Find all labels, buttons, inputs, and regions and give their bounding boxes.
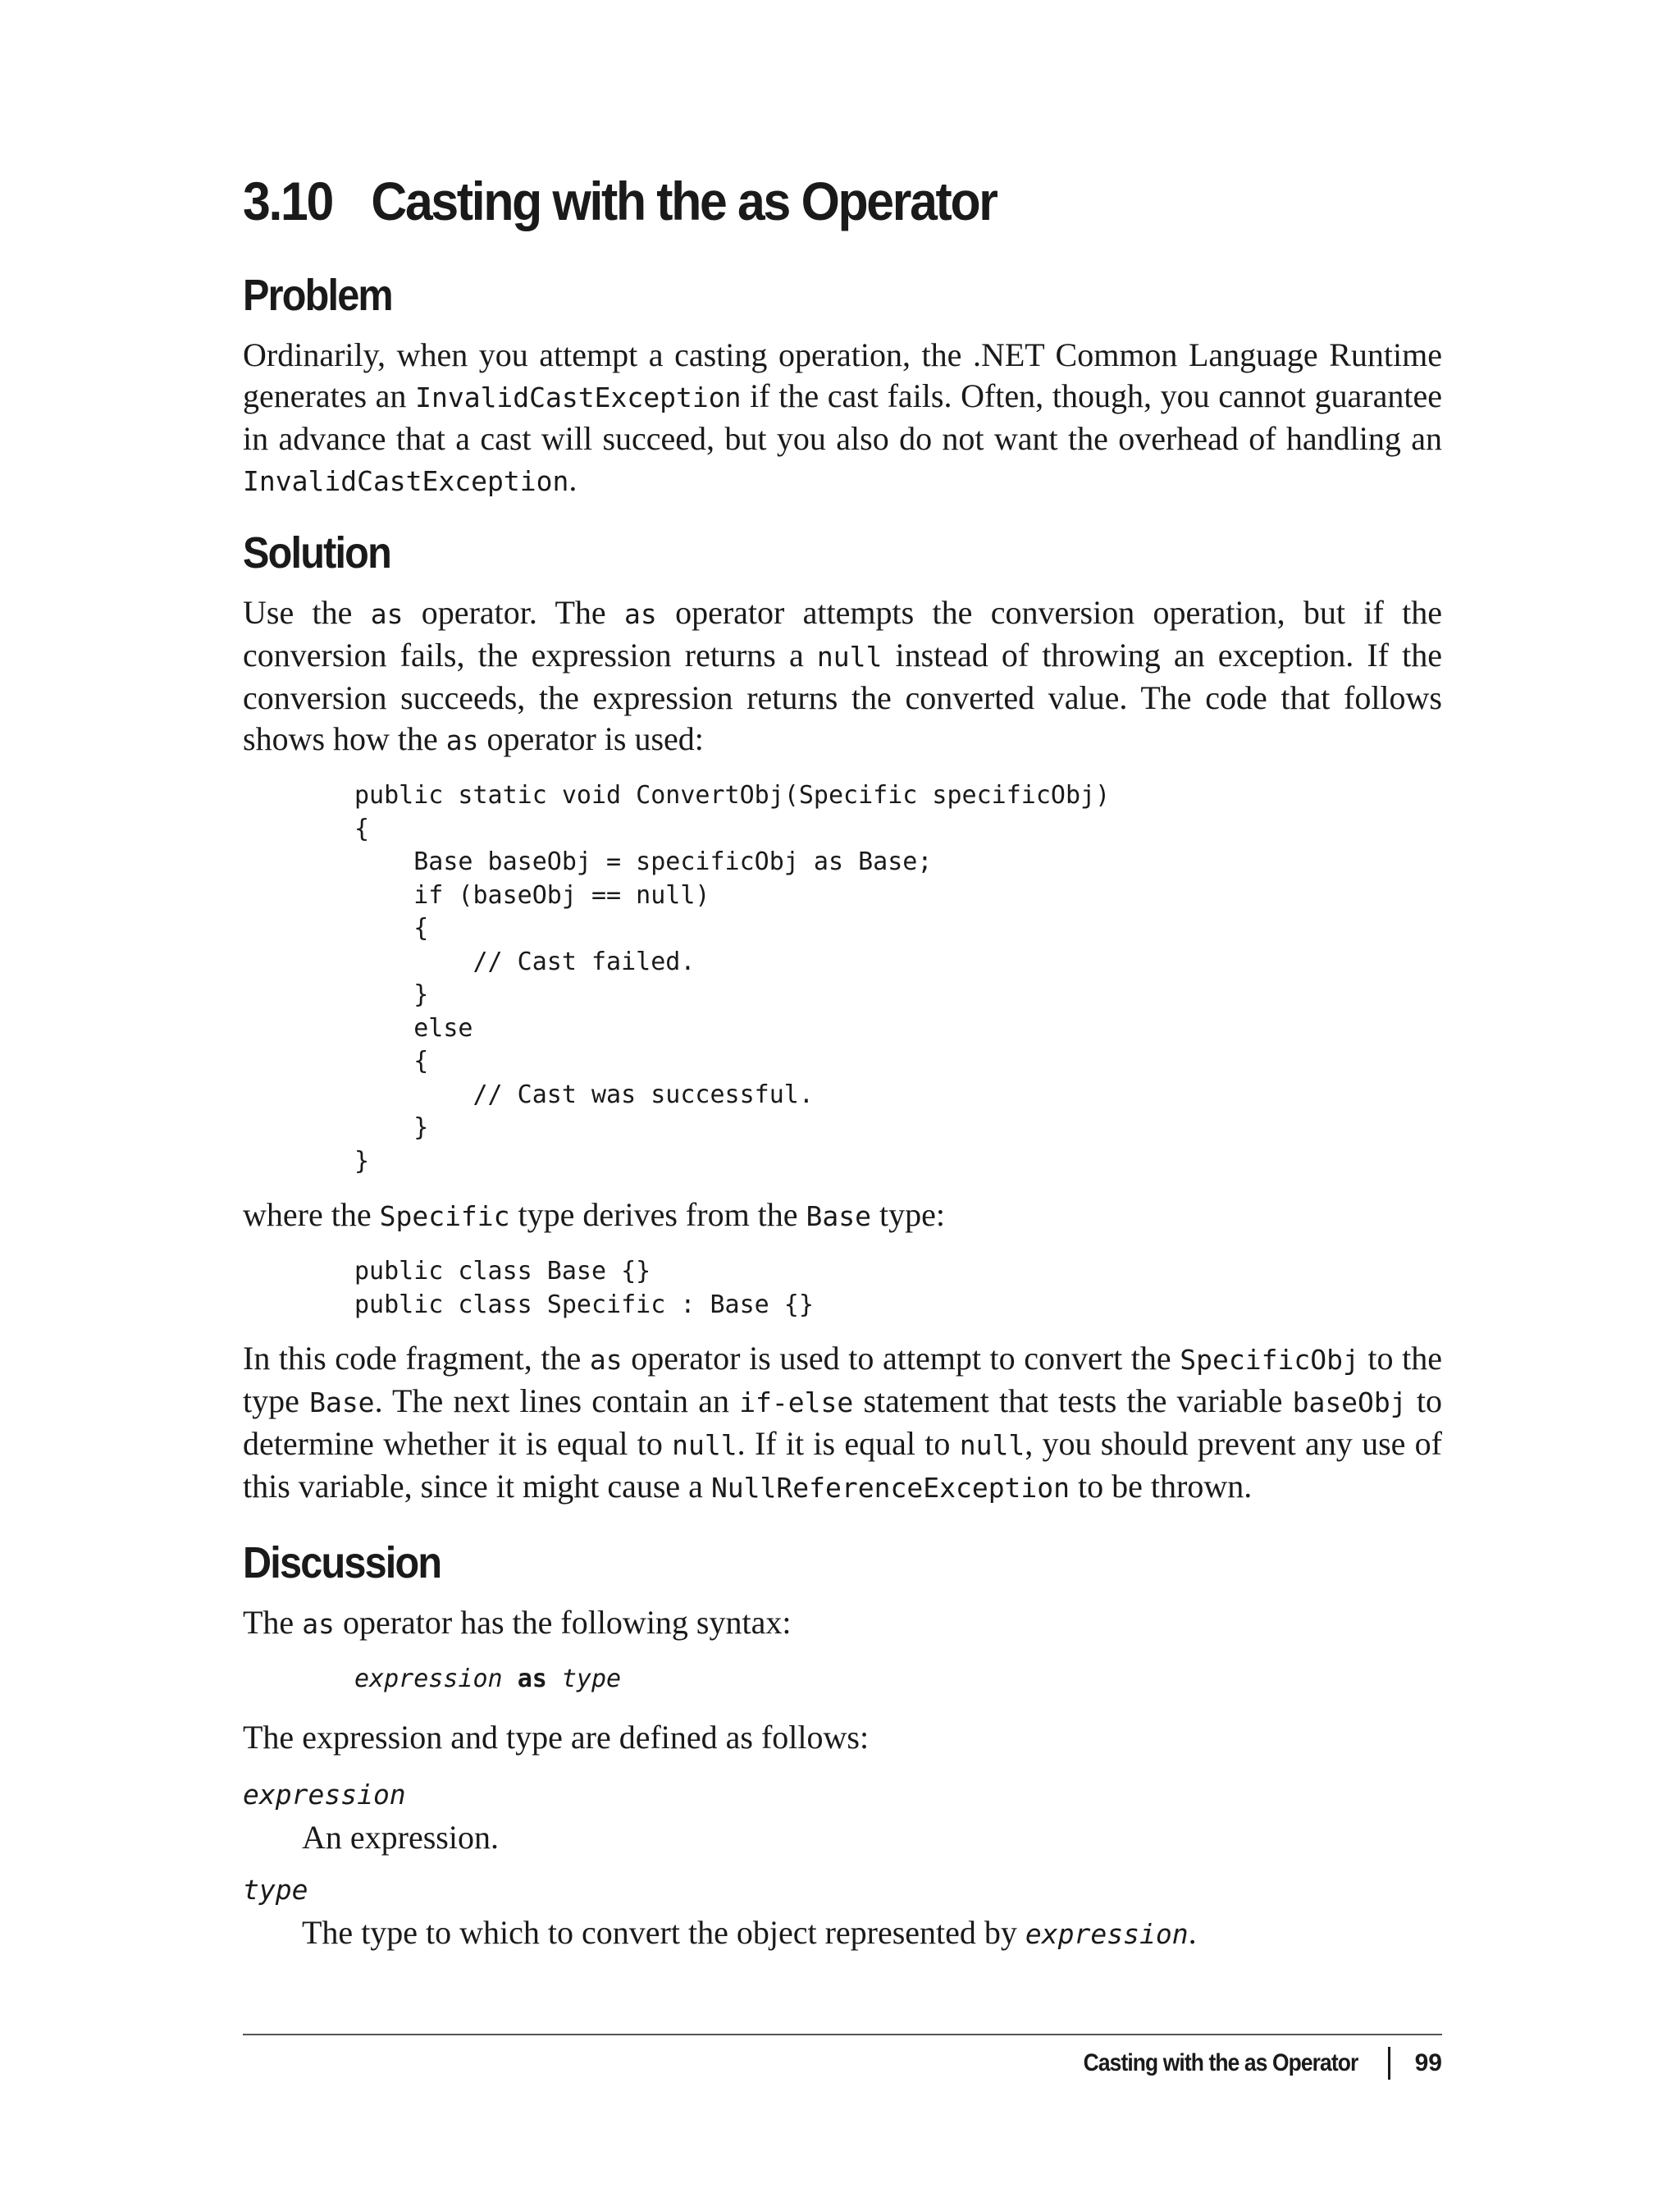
inline-code: as — [370, 598, 404, 630]
where-paragraph — [243, 1194, 1442, 1237]
text-run: to determine whether it is equal to — [243, 1382, 1442, 1462]
inline-code: InvalidCastException — [415, 381, 742, 413]
text-run: to the type — [243, 1340, 1442, 1419]
discussion-heading: Discussion — [243, 1538, 441, 1587]
inline-code: as — [302, 1608, 335, 1640]
inline-code: expression — [1025, 1918, 1189, 1950]
footer-rule — [243, 2034, 1442, 2035]
inline-code: null — [672, 1429, 737, 1461]
text-run: operator. The — [403, 594, 624, 631]
text-run: Use the — [243, 594, 371, 631]
text-run: if the cast fails. Often, though, you cannot guarantee in advance that a cast will succeed, but you also do not want the overhead of handling an — [243, 377, 1442, 457]
code-block-classes: public class Base {} public class Specific : Base {} — [354, 1257, 814, 1319]
definition-expression: An expression. — [302, 1819, 499, 1856]
syntax-expression: expression — [354, 1665, 503, 1693]
text-run: statement that tests the variable — [853, 1382, 1293, 1419]
text-run: . — [1188, 1914, 1197, 1951]
definitions-intro: The expression and type are defined as follows: — [243, 1719, 870, 1756]
definition-list — [243, 1776, 1442, 1955]
problem-heading: Problem — [243, 271, 392, 320]
page-footer — [1046, 2047, 1442, 2080]
page-number: 99 — [1414, 2049, 1442, 2076]
inline-code: Specific — [379, 1200, 510, 1232]
inline-code: InvalidCastException — [243, 465, 569, 497]
footer-title: Casting with the as Operator — [1083, 2049, 1358, 2076]
code-block-convertobj: public static void ConvertObj(Specific specificObj) { Base baseObj = specificObj as Base; if (baseObj == null) { // Cast failed. } else { // Cast was successful. } } — [354, 781, 1111, 1176]
section-title-text: Casting with the as Operator — [371, 171, 997, 231]
text-run: type derives from the — [509, 1196, 806, 1233]
inline-code: as — [445, 724, 479, 756]
text-run: to be thrown. — [1070, 1468, 1253, 1505]
fragment-paragraph — [243, 1338, 1442, 1509]
syntax-type: type — [561, 1665, 622, 1693]
text-run: , you should prevent any use of this variable, since it might cause a — [243, 1425, 1442, 1505]
text-run: . If it is equal to — [737, 1425, 960, 1462]
page-content — [243, 164, 1442, 1968]
inline-code: null — [816, 641, 883, 673]
section-title — [243, 164, 1346, 238]
inline-code: as — [624, 598, 657, 630]
text-run: Ordinarily, when you attempt a casting operation, the .NET Common Language Runtime generates an — [243, 336, 1442, 414]
solution-heading: Solution — [243, 528, 390, 578]
inline-code: SpecificObj — [1180, 1344, 1359, 1376]
syntax-keyword: as — [517, 1665, 547, 1693]
text-run: The type to which to convert the object represented by — [302, 1914, 1025, 1951]
inline-code: baseObj — [1292, 1386, 1407, 1418]
problem-paragraph — [243, 335, 1442, 502]
footer-separator — [1388, 2047, 1390, 2080]
definition-type — [302, 1912, 1442, 1955]
text-run: In this code fragment, the — [243, 1340, 590, 1377]
syntax-line — [354, 1663, 1442, 1696]
inline-code: null — [959, 1429, 1025, 1461]
term-type: type — [243, 1874, 308, 1906]
inline-code: NullReferenceException — [710, 1472, 1071, 1504]
text-run: . — [568, 461, 578, 498]
inline-code: Base — [309, 1386, 375, 1418]
solution-paragraph — [243, 592, 1442, 761]
inline-code: as — [589, 1344, 623, 1376]
text-run: operator attempts the conversion operation, but if the conversion fails, the expression returns a — [243, 594, 1442, 674]
text-run: . The next lines contain an — [374, 1382, 740, 1419]
term-expression: expression — [243, 1779, 406, 1811]
discussion-paragraph — [243, 1602, 1442, 1645]
text-run: where the — [243, 1196, 380, 1233]
text-run: The — [243, 1604, 303, 1641]
inline-code: if-else — [739, 1386, 854, 1418]
inline-code: Base — [806, 1200, 872, 1232]
text-run: type: — [871, 1196, 946, 1233]
section-number: 3.10 — [243, 171, 332, 231]
text-run: instead of throwing an exception. If the conversion succeeds, the expression returns the converted value. The code that follows shows how the — [243, 637, 1442, 757]
text-run: operator has the following syntax: — [334, 1604, 792, 1641]
text-run: operator is used: — [478, 720, 704, 757]
text-run: operator is used to attempt to convert the — [622, 1340, 1180, 1377]
